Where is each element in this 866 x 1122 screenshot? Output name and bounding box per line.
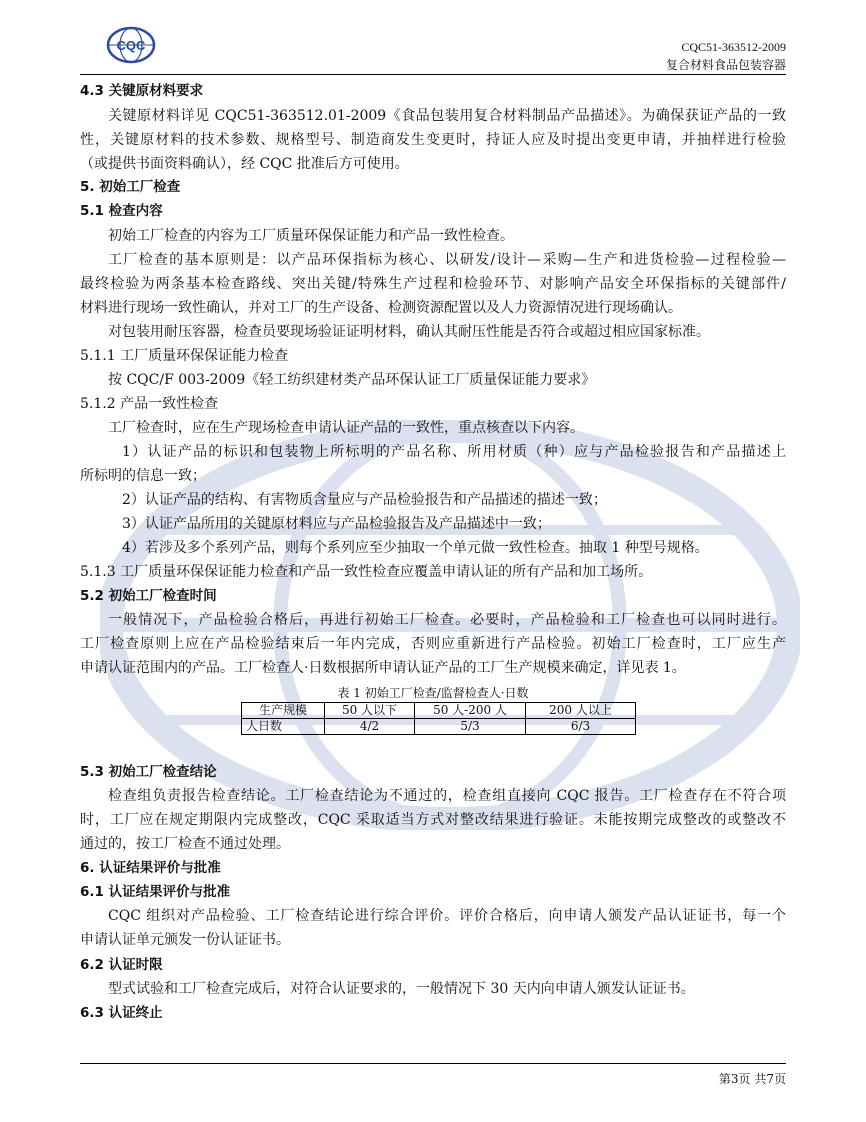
footer-rule (80, 1063, 786, 1064)
section-heading: 4.3 关键原材料要求 (80, 83, 204, 99)
table-cell: 50 人以下 (325, 703, 415, 719)
subsection-heading: 5.1.1 工厂质量环保保证能力检查 (80, 348, 289, 364)
paragraph-line: CQC 组织对产品检验、工厂检查结论进行综合评价。评价合格后，向申请人颁发产品认证证书，每一个 (108, 908, 786, 924)
list-item-continuation: 所标明的信息一致； (80, 468, 206, 484)
inspection-days-table (241, 702, 636, 735)
paragraph-line: 申请认证单元颁发一份认证证书。 (80, 932, 290, 948)
logo-text: CQC (116, 38, 146, 53)
list-item: 4）若涉及多个系列产品，则每个系列应至少抽取一个单元做一致性检查。抽取 1 种型号规格。 (122, 540, 709, 556)
section-heading: 5.1 检查内容 (80, 203, 163, 219)
paragraph-line: 一般情况下，产品检验合格后，再进行初始工厂检查。必要时，产品检验和工厂检查也可以同时进行。 (108, 612, 786, 628)
cqc-logo (106, 26, 156, 64)
paragraph-line: 5.1.3 工厂质量环保保证能力检查和产品一致性检查应覆盖申请认证的所有产品和加工场所。 (80, 564, 653, 580)
header-rule (80, 74, 786, 75)
table-cell: 人日数 (242, 719, 325, 735)
paragraph-line: 性，关键原材料的技术参数、规格型号、制造商发生变更时，持证人应及时提出变更申请，并抽样进行检验 (80, 132, 786, 148)
section-heading: 6.3 认证终止 (80, 1005, 163, 1021)
table-cell: 5/3 (415, 719, 526, 735)
section-heading: 6.2 认证时限 (80, 957, 163, 973)
subsection-heading: 5.1.2 产品一致性检查 (80, 396, 219, 412)
page-number: 第3页 共7页 (718, 1072, 786, 1086)
paragraph-line: 最终检验为两条基本检查路线、突出关键/特殊生产过程和检验环节、对影响产品安全环保指标的关键部件/ (80, 276, 786, 292)
paragraph-line: 型式试验和工厂检查完成后，对符合认证要求的，一般情况下 30 天内向申请人颁发认证证书。 (108, 981, 695, 997)
paragraph-line: 关键原材料详见 CQC51-363512.01-2009《食品包装用复合材料制品产品描述》。为确保获证产品的一致 (108, 108, 786, 124)
list-item: 3）认证产品所用的关键原材料应与产品检验报告及产品描述中一致； (122, 516, 551, 532)
table-row (242, 719, 636, 735)
section-heading: 5.3 初始工厂检查结论 (80, 764, 217, 780)
table-cell: 生产规模 (242, 703, 325, 719)
doc-title: 复合材料食品包装容器 (665, 58, 786, 72)
paragraph-line: 按 CQC/F 003-2009《轻工纺织建材类产品环保认证工厂质量保证能力要求》 (108, 372, 596, 388)
section-heading: 5. 初始工厂检查 (80, 179, 181, 195)
paragraph-line: （或提供书面资料确认），经 CQC 批准后方可使用。 (80, 156, 409, 172)
table-cell: 4/2 (325, 719, 415, 735)
paragraph-line: 对包装用耐压容器，检查员要现场验证证明材料，确认其耐压性能是否符合或超过相应国家标准。 (108, 324, 710, 340)
table-header-row (242, 703, 636, 719)
paragraph-line: 工厂检查的基本原则是：以产品环保指标为核心、以研发/设计—采购—生产和进货检验—过程检验— (108, 252, 786, 268)
table-cell: 200 人以上 (526, 703, 636, 719)
section-heading: 5.2 初始工厂检查时间 (80, 588, 217, 604)
table-caption: 表 1 初始工厂检查/监督检查人·日数 (337, 686, 529, 700)
list-item: 2）认证产品的结构、有害物质含量应与产品检验报告和产品描述的描述一致； (122, 492, 607, 508)
section-heading: 6. 认证结果评价与批准 (80, 860, 221, 876)
paragraph-line: 工厂检查原则上应在产品检验结束后一年内完成，否则应重新进行产品检验。初始工厂检查时，工厂应生产 (80, 636, 786, 652)
list-item: 1）认证产品的标识和包装物上所标明的产品名称、所用材质（种）应与产品检验报告和产品描述上 (122, 444, 786, 460)
paragraph-line: 检查组负责报告检查结论。工厂检查结论为不通过的，检查组直接向 CQC 报告。工厂检查存在不符合项 (108, 788, 786, 804)
paragraph-line: 通过的，按工厂检查不通过处理。 (80, 836, 290, 852)
paragraph-line: 初始工厂检查的内容为工厂质量环保保证能力和产品一致性检查。 (108, 228, 514, 244)
paragraph-line: 申请认证范围内的产品。工厂检查人·日数根据所申请认证产品的工厂生产规模来确定，详见表 1。 (80, 660, 686, 676)
section-heading: 6.1 认证结果评价与批准 (80, 884, 231, 900)
doc-code: CQC51-363512-2009 (681, 40, 786, 54)
paragraph-line: 工厂检查时，应在生产现场检查申请认证产品的一致性，重点核查以下内容。 (108, 420, 584, 436)
paragraph-line: 时，工厂应在规定期限内完成整改，CQC 采取适当方式对整改结果进行验证。未能按期完成整改的或整改不 (80, 812, 786, 828)
table-cell: 6/3 (526, 719, 636, 735)
table-cell: 50 人-200 人 (415, 703, 526, 719)
paragraph-line: 材料进行现场一致性确认，并对工厂的生产设备、检测资源配置以及人力资源情况进行现场确认。 (80, 300, 682, 316)
